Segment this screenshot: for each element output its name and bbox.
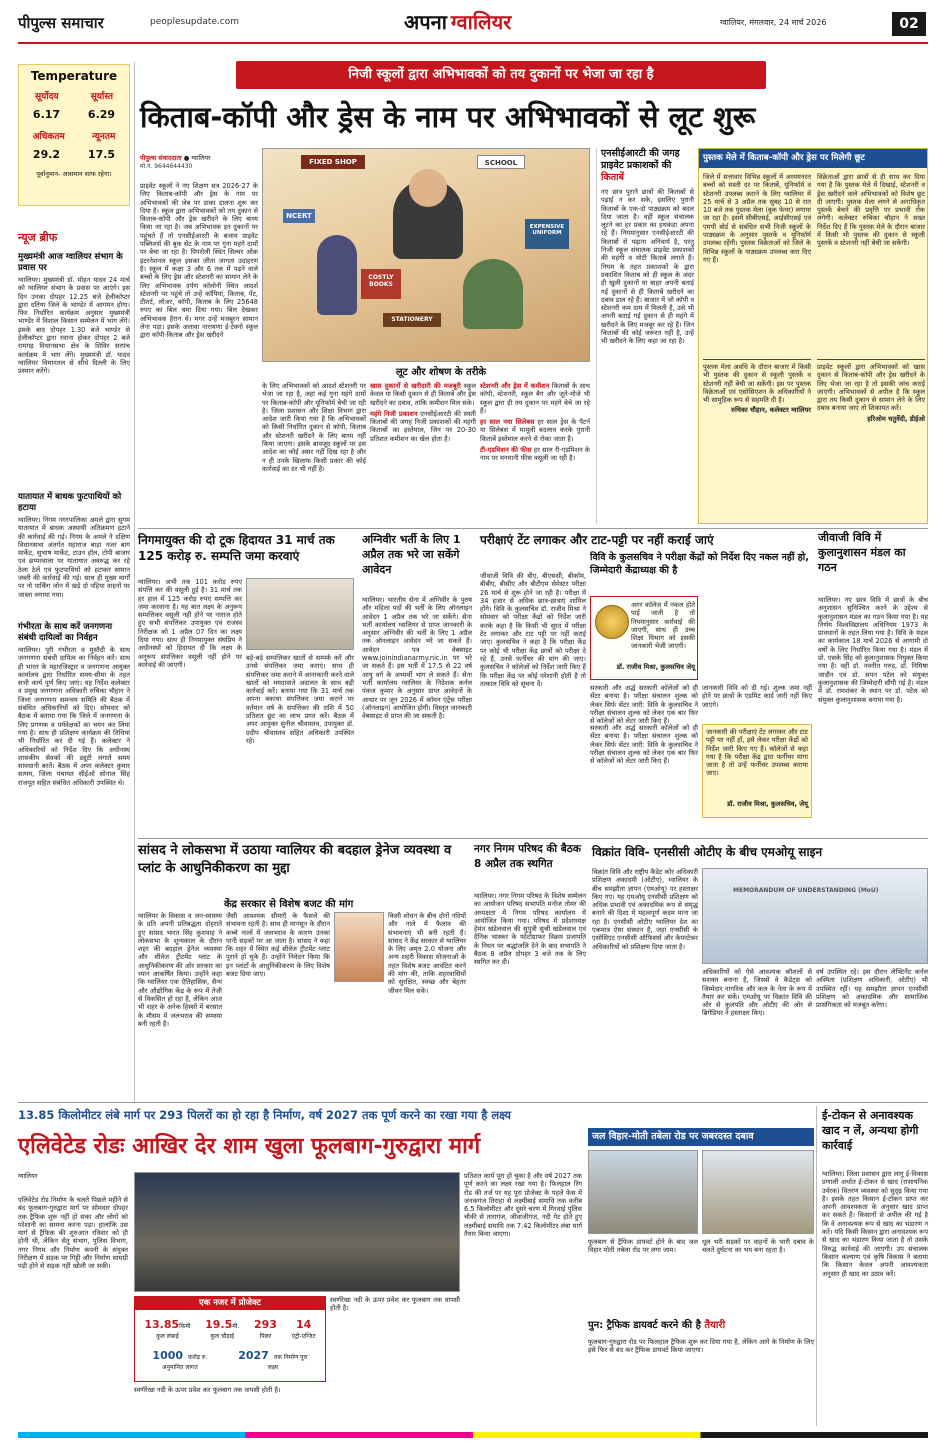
sunset-value: 6.29: [87, 108, 116, 121]
max-value: 29.2: [32, 148, 61, 161]
weather-box: [18, 64, 130, 206]
row-divider-2: [138, 838, 928, 839]
lead-illustration: [262, 148, 590, 362]
mp-portrait: [334, 912, 384, 982]
vikrant-headline: विक्रांत विवि- एनसीसी ओटीए के बीच एमओयू साइन: [592, 845, 823, 859]
elevated-text-1: एलिवेटेड रोड निर्माण के चलते पिछले महीने से बंद फूलबाग-गुरुद्वारा मार्ग पर सोमवार दोपहर तक ट्रैफिक शुरू नहीं हो सका और लोगों को परेशानी का सामना करना पड़ा। हालांकि उस मार्ग से ट्रैफिक की शुरुआत रविवार को ही होनी थी, लेकिन सेतु संभाग, पुलिस विभाग, नगर निगम और निर्माण कंपनी के संयुक्त निरीक्षण में सड़क पर गिट्टी और निर्माण सामग्री पड़ी होने से सड़क नहीं खोली जा सकी।: [18, 1196, 128, 1271]
stat-entry-exit: 14 एंट्री-एग्जिट: [291, 1318, 316, 1340]
method-5-text: हर साल री-एडमिशन के नाम पर मनमानी फीस वसूली जा रही है।: [480, 446, 590, 463]
brief-item-2: [18, 492, 130, 616]
method-5-head: टी-एडमिशन की फीस: [480, 446, 532, 455]
fair-quote-2-text: प्राइवेट स्कूलों द्वारा अभिभावकों को खास दुकान से किताब-कॉपी और ड्रेस खरीदने के लिए भेजा जा रहा है तो इसकी जांच कराई जाएगी। अभिभावकों से अपील है कि स्कूल द्वारा तय किसी दुकान से सामान लेने के लिए दबाव बनाया जाए तो शिकायत करें।: [817, 363, 925, 413]
vikrant-text-2: अधिकारियों को ऐसे आवश्यक कौशलों से सशक्त बनाना है, जिससे वे कैडेट्स को जिम्मेदार नागरिक और कल के नेता के रूप में तैयार कर सकें। एमओयू पर विक्रांत विवि की ओर से कुलपति और ओटीए की ओर से ब्रिगेडियर ने हस्ताक्षर किए।: [702, 968, 812, 1018]
exams-quote-text: जानकारी की परीक्षाएं टेंट लगाकर और टाट पट्टी पर नहीं हों, इसे लेकर परीक्षा केंद्रों को निर्देश जारी किए गए हैं। कॉलेजों से कहा गया है कि परीक्षा केंद्र द्वारा फर्नीचर मांगा जाता है तो उन्हें फर्नीचर उपलब्ध कराया जाए।: [706, 728, 808, 778]
news-brief-title: न्यूज ब्रीफ: [18, 231, 58, 244]
agniveer-text: ग्वालियर। भारतीय सेना में अग्निवीर के पुरुष और महिला पदों की भर्ती के लिए ऑनलाइन आवेदन 1 अप्रैल तक भरे जा सकेंगे। सेना भर्ती कार्यालय ग्वालियर से प्राप्त जानकारी के अनुसार अग्निवीर की भर्ती के लिए 1 अप्रैल तक ऑनलाइन आवेदन भरे जा सकते हैं। आवेदन पत्र वेबसाइट www.joinindianarmy.nic.in पर भरे जा सकते हैं। इस भर्ती में 17.5 से 22 वर्ष आयु वर्ग के अभ्यर्थी भाग ले सकते हैं। सेना भर्ती कार्यालय ग्वालियर के निदेशक कर्नल पंकज कुमार के अनुसार प्राप्त आवेदनों के आधार पर जून 2026 में कॉमन एंट्रेंस परीक्षा (ऑनलाइन) आयोजित होगी। विस्तृत जानकारी वेबसाइट से प्राप्त की जा सकती है।: [362, 596, 472, 721]
jalvihar-text: फूलबाग-गुरुद्वारा रोड पर फिलहाल ट्रैफिक शुरू कर दिया गया है, लेकिन आगे के निर्माण के लिए इसे फिर से बंद कर ट्रैफिक डायवर्ट किया जाएगा।: [588, 1338, 814, 1355]
exams-callout: [590, 596, 698, 680]
ncert-title-a: एनसीईआरटी की जगह प्राइवेट प्रकाशकों की: [601, 148, 680, 171]
jalvihar-caption-2: धूल भरी सड़कों पर वाहनों के भारी दबाव के चलते दुर्घटना का भय बना रहता है।: [702, 1238, 814, 1255]
news-brief-header: [18, 230, 130, 252]
exams-text-2: सरकारी और अर्द्ध सरकारी कॉलेजों को ही सेंटर बनाया है। परीक्षा संचालन शुल्क को लेकर सिर्फ सेंटर जारी: विवि के कुलसचिव ने परीक्षा संचालन शुल्क को लेकर एक बार फिर से कॉलेजों को लेटर जारी किए हैं।: [590, 684, 698, 726]
drainage-text-2: जैसी आवश्यक सीमाएँ के फैसले की संभावना रहती है। साथ ही मानसून के दौरान कच्चे नालों में जलभराव के कारण उनका पानी सड़कों पर आ जाता है। सांसद ने कहा कि शहर में स्थित कई सीवेज ट्रीटमेंट प्लांट पुराने हो चुके हैं। उन्होंने निवेदन किया कि इन प्लांटों के आधुनिकीकरण के लिए विशेष बजट दिया जाए।: [226, 912, 330, 979]
parent-figure: [463, 259, 523, 329]
discipline-headline: जीवाजी विवि में कुलानुशासन मंडल का गठन: [818, 531, 906, 574]
min-label: न्यूनतम: [92, 132, 116, 142]
etoken-headline: ई-टोकन से अनावश्यक खाद न लें, अन्यथा होगी कार्रवाई: [822, 1109, 919, 1152]
stat-length: 13.85किमी कुल लंबाई: [144, 1318, 191, 1340]
exams-quote-box: [702, 724, 812, 818]
max-label: अधिकतम: [32, 132, 65, 142]
stat-cost: 1000 करोड़ रु. अनुमानित लागत: [152, 1349, 208, 1371]
illus-label-ncert: NCERT: [283, 209, 315, 223]
drainage-headline: सांसद ने लोकसभा में उठाया ग्वालियर की बदहाल ड्रेनेज व्यवस्था व प्लांट के आधुनिकीकरण का मुद्दा: [138, 843, 452, 876]
logo-text: पीपुल्स समाचार: [18, 14, 104, 32]
section-city: ग्वालियर: [450, 10, 512, 34]
section-title: [404, 8, 584, 38]
drainage-text-1: ग्वालियर के विकास व जन-स्वास्थ्य के प्रति अपनी प्रतिबद्धता दोहराते हुए सांसद भारत सिंह कुशवाह ने लोकसभा के शून्यकाल के दौरान शहर की बदहाल ड्रेनेज व्यवस्था और सीवेज ट्रीटमेंट प्लांट के आधुनिकीकरण की ओर सरकार का ध्यान आकर्षित किया। उन्होंने कहा कि ग्वालियर एक ऐतिहासिक, सैन्य और औद्योगिक केंद्र के रूप में तेजी से विकसित हो रहा है, लेकिन आज भी शहर के अनेक हिस्सों में बरसात के मौसम में जलभराव की समस्या बनी रहती है।: [138, 912, 222, 1028]
methods-col-1: [370, 382, 476, 524]
lead-byline: पीपुल्स संवाददाता ● ग्वालियर मो.नं. 9644644430: [140, 154, 258, 178]
project-overview-box: [134, 1296, 326, 1382]
drainage-text-3: किसी शोधन के बीच दोनों नदियों और नाले में फैलाव की संभावनाएं भी बनी रहती हैं। सांसद ने केंद्र सरकार से ग्वालियर के लिए अमृत 2.0 योजना और अन्य शहरी विकास योजनाओं के तहत विशेष बजट आवंटित करने की मांग की, ताकि शहरवासियों को सुरक्षित, स्वच्छ और बेहतर जीवन मिल सके।: [388, 912, 466, 995]
mou-banner-text: MEMORANDUM OF UNDERSTANDING (MoU): [733, 887, 879, 894]
illus-label-school: SCHOOL: [477, 155, 525, 169]
lead-headline: किताब-कॉपी और ड्रेस के नाम पर अभिभावकों से लूट शुरू: [140, 100, 756, 134]
page-number: 02: [892, 12, 926, 36]
commissioner-headline: निगमायुक्त की दो टूक हिदायत 31 मार्च तक 125 करोड़ रु. सम्पत्ति जमा करवाएं: [138, 533, 335, 563]
header-rule: [18, 42, 928, 44]
forecast: पूर्वानुमान- आसमान साफ रहेगा।: [36, 170, 112, 178]
traffic-photo-2: [702, 1150, 814, 1234]
mou-photo: [702, 868, 928, 964]
exams-headline: परीक्षाएं टेंट लगाकर और टाट-पट्टी पर नहीं कराई जाएं: [480, 533, 714, 547]
infographic-title: लूट और शोषण के तरीके: [395, 367, 487, 378]
exams-callout-text: अगर कॉलेज में नकल होते पाई जाती है तो नियमानुसार कार्रवाई की जाएगी, साथ ही उच्च शिक्षा विभाग को इसकी जानकारी भेजी जाएगी।: [631, 601, 695, 651]
section-prefix: अपना: [404, 10, 447, 34]
lead-para-2: के लिए अभिभावकों को आदर्श स्टेशनरी पर भेजा जा रहा है, जहां कई गुना महंगे दामों पर किताब-कॉपी और यूनिफॉर्म बेची जा रही है। जिला प्रशासन और शिक्षा विभाग द्वारा आदेश जारी किया गया है कि अभिभावकों को किसी निर्धारित दुकान से कॉपी, किताब और स्टेशनरी खरीदने के लिए बाध्य नहीं किया जाएगा। इसके बावजूद स्कूलों पर इस आदेश का कोई असर नहीं दिख रहा है और न ही उनके खिलाफ किसी प्रकार की कोई कार्रवाई का डर भी नहीं है।: [262, 382, 366, 473]
jalvihar-subhead-a: पुन: ट्रैफिक डायवर्ट करने की है: [588, 1320, 701, 1331]
row-divider-1: [138, 528, 928, 529]
vikrant-text-3: वर्ष उपस्थित रहे। इस दौरान लेफ्टिनेंट कर्नल अस्मिता (प्रशिक्षण अधिकारी, ओटीए) भी उपस्थित रहीं। यह समझौता ज्ञापन एनसीसी प्रशिक्षण को अकादमिक और सामाजिक प्रासंगिकता को मजबूत करेगा।: [816, 968, 928, 1010]
stat-width: 19.5मी. कुल चौड़ाई: [205, 1318, 240, 1340]
stat-target: 2027 तक निर्माण पूरा लक्ष्य: [238, 1349, 308, 1371]
brief-1-body: ग्वालियर। मुख्यमंत्री डॉ. मोहन यादव 24 मार्च को ग्वालियर संभाग के प्रवास पर आएंगे। इस दिन उनका दोपहर 12.25 बजे हेलीकॉप्टर द्वारा दतिया जिले के भाण्डेर में आगमन होगा। फिर निर्धारित कार्यक्रम अनुसार मुख्यमंत्री भाण्डेर में विशाल किसान सम्मेलन में भाग लेंगे। इसके बाद दोपहर 1.30 बजे भाण्डेर से हेलीकॉप्टर द्वारा रवाना होकर दोपहर 2 बजे रामगढ़ विधानसभा क्षेत्र के शिविर सरपंच कार्यक्रम में भाग लेंगे। मुख्यमंत्री डॉ. यादव ग्वालियर विमानतल से सीधे दिल्ली के लिए प्रस्थान करेंगे।: [18, 276, 130, 376]
brief-1-head: मुख्यमंत्री आज ग्वालियर संभाग के प्रवास पर: [18, 252, 123, 273]
exams-subhead: विवि के कुलसचिव ने परीक्षा केंद्रों को निर्देश दिए नकल नहीं हो, जिम्मेदारी केंद्राध्यक्ष की है: [590, 552, 809, 576]
method-2-head: महंगे निजी प्रकाशन: [370, 409, 418, 418]
vikrant-text-1: विक्रांत विवि और राष्ट्रीय कैडेट कोर अधिकारी प्रशिक्षण अकादमी (ओटीए), ग्वालियर के बीच समझौता ज्ञापन (एमओयू) पर हस्ताक्षर किए गए। यह एमओयू एनसीसी प्रशिक्षण को अधिक प्रभावी एवं अकादमिक रूप से समृद्ध बनाने की दिशा में महत्वपूर्ण कदम माना जा रहा है। एनसीसी ओटीए ग्वालियर देश का एकमात्र ऐसा संस्थान है, जहां एनसीसी के एसोसिएट एनसीसी ऑफिसर्स और केयरटेकर अधिकारियों को प्रशिक्षण दिया जाता है।: [592, 868, 698, 951]
exams-text-1: जीवाजी विवि की बीए, बीएससी, बीकॉम, बीबीए, बीसीए और बीटीएम सेमेस्टर परीक्षा 26 मार्च से शुरू होने जा रही है। परीक्षा में 34 हजार से अधिक छात्र-छात्राएं शामिल होंगे। विवि के कुलसचिव डॉ. राजीव मिश्रा ने सोमवार को परीक्षा केंद्रों को निर्देश जारी करके कहा है कि किसी भी सूरत में परीक्षा टेंट लगाकर और टाट पट्टी पर नहीं कराई जाए। कुलसचिव ने कहा है कि परीक्षा केंद्र पर कोई भी परीक्षा केंद्र छात्रों को परीक्षा दे रहे हैं, उनसे फर्नीचर की मांग की जाए। कुलसचिव ने कॉलेजों को निर्देश जारी किए हैं कि परीक्षा केंद्र पर कोई परेशानी होती है तो तत्काल विवि को सूचना दें।: [480, 572, 586, 688]
elevated-text-1-continued: स्वर्णरेखा नदी के ऊपर प्रवेश कर फूलबाग तक वापसी होती है।: [134, 1386, 281, 1394]
masthead-logo: [18, 10, 148, 36]
fair-quote-1-text: पुस्तक मेला अवधि के दौरान बाजार में किसी भी पुस्तक की दुकान से स्कूली पुस्तकें व स्टेशनरी नहीं बेची जा सकेंगी। इस पर पुस्तक विक्रेताओं एवं एसोसिएशन के अधिकारियों ने भी सामूहिक रूप से सहमति दी है।: [703, 363, 811, 405]
dateline: ग्वालियर, मंगलवार, 24 मार्च 2026: [720, 18, 827, 27]
father-figure: [317, 235, 357, 315]
illus-label-uniform: EXPENSIVE UNIFORM: [525, 219, 569, 249]
exams-text-continued: सरकारी और अर्द्ध सरकारी कॉलेजों को ही सेंटर बनाया है। परीक्षा संचालन शुल्क को लेकर सिर्फ सेंटर जारी: विवि के कुलसचिव ने परीक्षा संचालन शुल्क को लेकर एक बार फिर से कॉलेजों को लेटर जारी किए हैं।: [590, 724, 698, 766]
elevated-byline-city: ग्वालियर: [18, 1172, 38, 1180]
method-3-head: स्टेशनरी और ड्रेस में कमीशन: [480, 382, 550, 390]
brief-2-body: ग्वालियर। निगम नगरपालिका अमले द्वारा सुगम यातायात में बाधक अस्थायी अतिक्रमण हटाने की कार्रवाई की गई। निगम के अमले ने दक्षिण विधानसभा अंतर्गत महाराज बाड़ा नजर बाग मार्केट, सुभाष मार्केट, टाउन हॉल, टोपी बाजार एवं छप्परवाला पर यातायात अवरुद्ध कर रहे ठेला ठेले एवं फुटपाथियों को हटाकर सामान जब्ती की कार्रवाई की गई। साथ ही मुख्य मार्गों पर नो पार्किंग जोन में खड़े दो पहिया वाहनों पर जाब्ता लगाया गया।: [18, 516, 130, 599]
meeting-photo: [246, 578, 354, 650]
etoken-divider: [816, 1106, 817, 1426]
exams-note: जानकारी विवि को दी गई। शुल्क जमा नहीं होने पर छात्रों के एडमिट कार्ड जारी नहीं किए जाएंगे।: [702, 684, 812, 709]
commissioner-text-2: बड़े-बड़े सम्पत्तिकर खातों से सम्पर्क करें और उनसे संपत्तिकर जमा कराएं। साथ ही संपत्तिकर जमा कराने में आनाकानी करने वाले खातों को मयदावाते अदालत के साथ बड़ी कार्रवाई करें। बताया गया कि 31 मार्च तक अपना बकाया संपत्तिकर जमा कराने पर वर्तमान वर्ष के संपत्तिकर की राशि में 50 प्रतिशत छूट का लाभ प्राप्त करें। बैठक में अपर आयुक्त सुनील श्रीवास्तव, उपायुक्त डॉ. प्रदीप श्रीवास्तव सहित अधिकारी उपस्थित रहे।: [246, 654, 354, 745]
fair-quote-1-by: रुचिका चौहान, कलेक्टर ग्वालियर: [731, 406, 811, 415]
etoken-text: ग्वालियर। जिला प्रशासन द्वारा लागू ई-विकास प्रणाली अर्थात ई-टोकन से खाद (रासायनिक उर्वरक) वितरण व्यवस्था को सुदृढ़ किया गया है। इसके तहत किसान ई-टोकन प्राप्त कर अपनी आवश्यकता के अनुसार खाद प्राप्त कर सकते हैं। किसानों से अपील की गई है कि वे अनावश्यक रूप से खाद का भंडारण न करें। यदि किसी किसान द्वारा अनावश्यक रूप से खाद का भंडारण किया जाता है तो उसके विरुद्ध कार्रवाई की जाएगी। उप संचालक किसान कल्याण एवं कृषि विकास ने बताया कि किसान केवल अपनी आवश्यकता अनुसार ही खाद का उठाव करें।: [822, 1170, 928, 1278]
overview-title: एक नजर में प्रोजेक्ट: [135, 1297, 325, 1310]
lead-para-1: प्राइवेट स्कूलों ने नए शिक्षण सत्र 2026-27 के लिए किताब-कॉपी और ड्रेस के नाम पर अभिभावकों की जेब पर डाका डालना शुरू कर दिया है। स्कूल द्वारा अभिभावकों को तय दुकान से किताब-कॉपी और ड्रेस खरीदने के लिए बाध्य किया जा रहा है। जब अभिभावक इन दुकानों पर पहुंचते हैं तो एनसीईआरटी के बजाय प्राइवेट पब्लिशर्स की बुक सेट के नाम पर गुना महंगे दामों पर बेचा जा रहा है। पिपरोली स्थित सिल्वर ओक इंटरनेशनल स्कूल इसका जीता जागता उदाहरण है। स्कूल में कक्षा 3 और 6 तक में पढ़ने वाले बच्चों के लिए ड्रेस और स्टेशनरी का सामान लेने के लिए अभिभावक दर्पण कॉलोनी स्थित आदर्श स्टेशनरी पर पहुंचे तो उन्हें कॉपियां, किताब, पेंट, टीशर्ट, लोअर, कॉपी, किताब के लिए 25648 रुपए का बिल थमा दिया गया। बिल देखकर अभिभावक हैरान थे। मगर उन्हें मजबूरन सामान लेना पड़ा। इसके अलावा नारायणा ई-टेक्नो स्कूल द्वारा कॉपी-किताब और ड्रेस खरीदने: [140, 182, 258, 340]
book-fair-box: [698, 148, 928, 524]
night-road-photo: [134, 1172, 460, 1292]
drainage-subhead: केंद्र सरकार से विशेष बजट की मांग: [224, 899, 354, 910]
municipal-headline: नगर निगम परिषद की बैठक 8 अप्रैल तक स्थगित: [474, 843, 581, 870]
illus-label-stationery: STATIONERY: [383, 313, 441, 327]
row-divider-3: [18, 1102, 928, 1103]
traffic-photo-1: [588, 1150, 698, 1234]
discipline-text: ग्वालियर। नए छात्र विवि में छात्रों के बीच अनुशासन सुनिश्चित करने के उद्देश्य से कुलानुशासन मंडल का गठन किया गया है। यह निर्णय विश्वविद्यालय अधिनियम 1973 के प्रावधानों के तहत लिया गया है। विवि के मंडल का कार्यकाल 18 मार्च 2026 से आगामी दो वर्षों के लिए निर्धारित किया गया है। मंडल में प्रो. एसके सिंह को कुलानुशासक नियुक्त किया गया है। वहीं डॉ. नवनीत गरुड़, डॉ. निमिषा जादौन एवं डॉ. सपन पटेल को संयुक्त कुलानुशासक की जिम्मेदारी सौंपी गई है। मंडल में डॉ. रामशंकर के स्थान पर डॉ. पटेल को संयुक्त कुलानुशासक बनाया गया है।: [818, 596, 928, 704]
ncert-text: नए छात्र पुराने छात्रों की किताबों से पढ़ाई न कर सके, इसलिए पुरानी किताबों के एक-दो पाठ्यक्रम को बदल दिया जाता है। वहीं स्कूल संचालक लूटने का हर प्रकार का हथकंडा अपना रहे हैं। नियमानुसार एनसीईआरटी की किताबों से पढ़ाना अनिवार्य है, परंतु निजी स्कूल संचालक प्राइवेट प्रकाशकों की महंगी व मोटी किताबें लगाते हैं। नियम के तहत प्रकाशकों के द्वारा प्रकाशित किताब को ही स्कूल के अंदर ही खुली दुकानों या बाहर अपनी बताई गई दुकानों से ही किताबें खरीदने का दबाव डाल रहे हैं। बाजार में जो कॉपी व स्टेशनरी कम दाम में मिलती है, उसे भी अपनी बताई गई दुकान से ही महंगे में खरीदने के लिए मजबूर कर रहे हैं। जिन किताबों की कोई जरूरत नहीं है, उन्हें भी खरीदने के लिए कहा जा रहा है।: [601, 188, 694, 346]
min-value: 17.5: [87, 148, 116, 161]
ncert-title-b: किताबें: [601, 172, 625, 183]
university-seal-icon: [595, 605, 629, 639]
elevated-text-2: प्रतिशत कार्य पूरा हो चुका है और वर्ष 2027 तक पूर्ण करने का लक्ष्य रखा गया है। फिलहाल रिंग रोड की तर्ज पर यह पूरा प्रोजेक्ट के पहले फेस में जनकगंज तिराहा से लक्ष्मीबाई समाधि तक करीब 6.5 किलोमीटर और दूसरे चरण में गिरवाई पुलिस चौकी से तारागंज, जीवाजीगंज, नदी गेट होते हुए लक्ष्मीबाई समाधि तक 7.42 किलोमीटर लंबा मार्ग तैयार किया जाएगा।: [464, 1172, 582, 1239]
weather-title: Temperature: [30, 69, 118, 83]
method-1-text: स्कूल केवल या किसी दुकान से ही किताबें और ड्रेस खरीदने का दबाव, ताकि कमीशन मिल सके।: [370, 382, 476, 407]
illus-label-costly: COSTLY BOOKS: [361, 269, 401, 299]
method-4-head: हर साल नया सिलेबस: [480, 418, 535, 427]
elevated-headline: एलिवेटेड रोडः आखिर देर शाम खुला फूलबाग-गुरुद्वारा मार्ग: [18, 1134, 481, 1159]
brief-3-body: ग्वालियर। पूरी गंभीरता व मुस्तैदी के साथ जनगणना संबंधी दायित्व का निर्वहन करें। साथ ही भारत के महारजिस्ट्रार व जनगणना आयुक्त कार्यालय द्वारा निर्धारित समय-सीमा के तहत सभी कार्य पूर्ण किए जाएं। यह निर्देश कलेक्टर व प्रमुख जनगणना अधिकारी रुचिका चौहान ने जिला जनगणना समन्वय समिति की बैठक में संबंधित अधिकारियों को दिए। सोमवार को बैठक में बताया गया कि जिले में जनगणना के लिए प्रगणक व पर्यवेक्षकों का चयन कर लिया गया है। साथ ही प्रशिक्षण कार्यक्रम की तिथियां भी निर्धारित कर दी गई हैं। कलेक्टर ने अधिकारियों को निर्देश दिए कि अधीनस्थ शासकीय सेवकों की ड्यूटी लगाते समय सावधानी बरतें। बैठक में अपर कलेक्टर कुमार सत्यम, जिला पंचायत सीईओ सोनाल सिंह राजपूत सहित संबंधित अधिकारी उपस्थित थे।: [18, 646, 130, 787]
commissioner-text-1: ग्वालियर। अभी तक 101 करोड़ रुपए संपत्ति कर की वसूली हुई है। 31 मार्च तक हर हाल में 125 करोड़ रुपए सम्पत्ति कर जमा करवाना है। यह बात लक्ष्य के अनुरूप सम्पत्तिकर वसूली नहीं होने पर नाराज होते हुए सभी संपत्तिकर उपायुक्त एवं राजस्व निरीक्षक को 1 अप्रैल 07 दिन का लक्ष्य दिया गया। साथ ही निगमायुक्त संघप्रिय ने अधीनस्थों को हिदायत दी कि लक्ष्य के अनुरूप संपत्तिकर वसूली नहीं होने पर कार्रवाई की जाएगी।: [138, 578, 242, 669]
method-4-text: हर साल ड्रेस के पैटर्न या सिलेबस में मामूली बदलाव करके पुरानी किताबें इस्तेमाल करने से रोका जाता है।: [480, 418, 590, 443]
elevated-kicker: 13.85 किलोमीटर लंबे मार्ग पर 293 पिलरों का हो रहा है निर्माण, वर्ष 2027 तक पूर्ण करने का रखा गया है लक्ष्य: [18, 1108, 511, 1122]
print-color-bar: [18, 1432, 928, 1438]
brief-2-head: यातायात में बाधक फुटपाथियों को हटाया: [18, 492, 122, 513]
method-1-head: खास दुकानों से खरीदारी की मजबूरी: [370, 382, 461, 390]
shopkeeper-face: [409, 169, 447, 207]
methods-col-2: [480, 382, 590, 524]
method-2-text: एनसीईआरटी की सस्ती किताबों की जगह निजी प्रकाशकों की महंगी किताबों का इस्तेमाल, जिन पर 20-30 प्रतिशत कमीशन का खेल होता है।: [370, 409, 476, 443]
illus-label-shop: FIXED SHOP: [301, 155, 365, 169]
jalvihar-caption-1: फूलबाग से ट्रैफिक डायवर्ट होने के बाद जल विहार मोती तबेला रोड पर लगा जाम।: [588, 1238, 698, 1255]
brief-item-1: [18, 252, 130, 487]
fair-quote-2: [817, 359, 925, 519]
agniveer-headline: अग्निवीर भर्ती के लिए 1 अप्रैल तक भरे जा सकेंगे आवेदन: [362, 533, 461, 576]
brief-3-head: गंभीरता के साथ करें जनगणना संबंधी दायित्वों का निर्वहन: [18, 622, 113, 643]
jalvihar-subhead-b: तैयारी: [704, 1320, 726, 1331]
left-column-divider: [134, 62, 135, 1102]
exams-quote-by: डॉ. राजीव मिश्रा, कुलसचिव, जेयू: [727, 800, 808, 808]
elevated-byline: [18, 1172, 138, 1194]
elevated-text-3: स्वर्णरेखा नदी के ऊपर प्रवेश कर फूलबाग तक वापसी होती है।: [330, 1296, 460, 1313]
lead-mobile: मो.नं. 9644644430: [140, 163, 193, 170]
jalvihar-subhead: [588, 1318, 814, 1334]
stat-pillars: 293 पिलर: [253, 1318, 277, 1340]
sunset-label: सूर्यास्त: [90, 92, 113, 102]
lead-byline-org: पीपुल्स संवाददाता: [140, 154, 182, 162]
fair-title: पुस्तक मेले में किताब-कॉपी और ड्रेस पर मिलेगी छूट: [699, 149, 927, 168]
method-3-text: किताबों के साथ कॉपी, स्टेशनरी, स्कूल बैग और जूते-मोजे भी स्कूल द्वारा ही तय दुकान पर महंगे बेचे जा रहे हैं।: [480, 382, 590, 415]
fair-col-1: जिले में सत्तावार विभिन्न स्कूलों में अध्ययनरत बच्चों को सस्ती दर पर किताबें, यूनिफॉर्म व स्टेशनरी उपलब्ध कराने के लिए ग्वालियर में 25 मार्च से 3 अप्रैल तक सुबह 10 से रात 10 बजे तक पुस्तक मेला (बुक फेयर) लगाया जा रहा है। इसमें सीबीएसई, आईसीएसई एवं एमपी बोर्ड से संबंधित सभी निजी स्कूलों के पाठ्यक्रम के अनुसार पुस्तकें व यूनिफॉर्म उपलब्ध रहेंगी। पुस्तक विक्रेताओं को जिले के विभिन्न स्कूलों के पाठ्यक्रम उपलब्ध करा दिए गए हैं।: [703, 173, 811, 264]
jalvihar-headline: जल विहार-मोती तबेला रोड पर जबरदस्त दबाव: [588, 1128, 814, 1146]
lead-kicker: निजी स्कूलों द्वारा अभिभावकों को तय दुकानों पर भेजा जा रहा है: [236, 61, 766, 89]
brief-item-3: [18, 622, 130, 1100]
site-url: peoplesupdate.com: [150, 17, 239, 27]
sunrise-value: 6.17: [32, 108, 61, 121]
fair-col-2: विक्रेताओं द्वारा छात्रों से ही साथ कर दिया गया है कि पुस्तक मेले में दिखाई, स्टेशनरी व ड्रेस खरीदने वाले अभिभावकों को विशेष छूट दी जाएगी। पुस्तक मेला लगने से अनाधिकृत पुस्तकें बेचने की प्रवृत्ति पर प्रभावी रोक लगेगी। कलेक्टर रुचिका चौहान ने सख्त निर्देश दिए हैं कि पुस्तक मेले के दौरान बाजार में किसी भी पुस्तक की दुकान से स्कूली पुस्तकें व स्टेशनरी नहीं बेची जा सकेंगी।: [817, 173, 925, 248]
ncert-story: [596, 148, 694, 524]
fair-quote-2-by: हरिओम चतुर्वेदी, डीईओ: [867, 414, 925, 423]
exams-callout-by: डॉ. राजीव मिश्रा, कुलसचिव जेयू: [616, 663, 695, 671]
lead-byline-city: ग्वालियर: [191, 154, 211, 162]
fair-quote-1: [703, 359, 811, 519]
sunrise-label: सूर्योदय: [35, 92, 59, 102]
municipal-text: ग्वालियर। नगर निगम परिषद के विशेष सम्मेलन का आयोजन परिषद सभापति मनोज तोमर की अध्यक्षता में निगम परिषद कार्यालय में आयोजित किया गया। परिषद में प्रदेशाध्यक्ष हेमंत खंडेलवाल की सुपुत्री सुश्री खंडेलवाल एवं दैनिक भास्कर के फोटोग्राफर विक्रम प्रजापति के निधन पर श्रद्धांजलि देने के बाद सभापति ने बैठक 8 अप्रैल दोपहर 3 बजे तक के लिए स्थगित कर दी।: [474, 892, 586, 967]
